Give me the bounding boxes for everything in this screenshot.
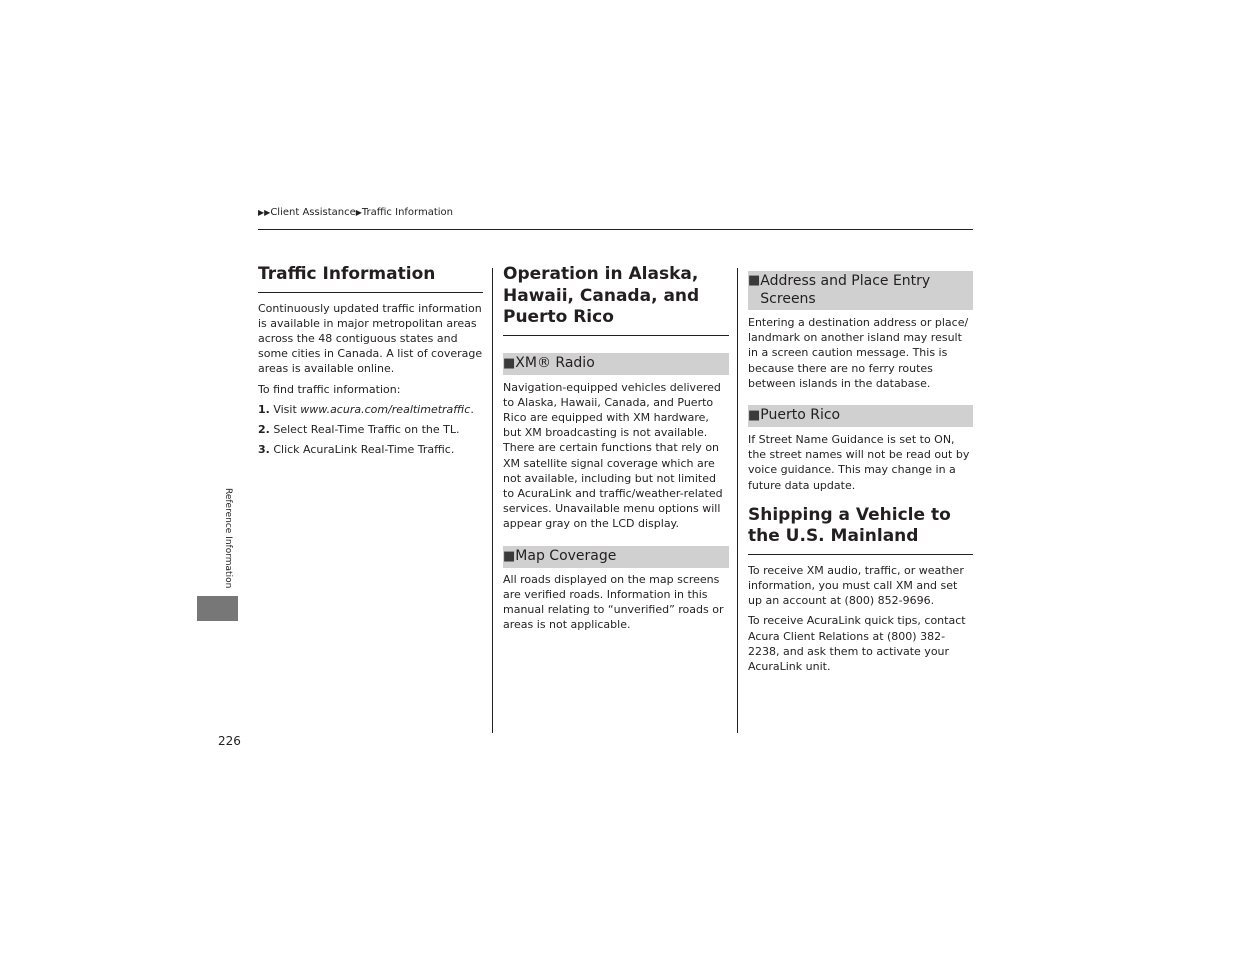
header-divider	[258, 229, 973, 230]
address-entry-text: Entering a destination address or place/ landmark on another island may result in a screen caution message. This is because there are no ferry routes between islands in the database.	[748, 316, 969, 390]
section-title-traffic-information: Traffic Information	[258, 264, 483, 293]
square-bullet-icon: ■	[748, 273, 761, 288]
traffic-intro-text: Continuously updated traffic information is available in major metropolitan areas across the 48 contiguous states and some cities in Canada. A list of coverage areas is available online.	[258, 301, 483, 376]
traffic-step-1	[258, 402, 483, 417]
step-number: 1.	[258, 402, 270, 416]
section-title-shipping: Shipping a Vehicle to the U.S. Mainland	[748, 505, 973, 555]
subheading-label: Map Coverage	[515, 547, 617, 564]
subheading-map-coverage	[503, 546, 729, 568]
step-text: Select Real-Time Traffic on the TL.	[273, 422, 460, 436]
step-punct: .	[470, 402, 474, 416]
square-bullet-icon: ■	[503, 548, 516, 564]
step-text: Click AcuraLink Real-Time Traffic.	[273, 443, 455, 457]
traffic-find-text: To find traffic information:	[258, 382, 401, 396]
breadcrumb	[258, 206, 453, 220]
side-tab-label: Reference Information	[223, 488, 233, 589]
column-address-shipping	[748, 271, 973, 674]
subheading-address-place-entry	[748, 271, 973, 310]
step-number: 2.	[258, 422, 270, 436]
xm-radio-text: Navigation-equipped vehicles delivered to Alaska, Hawaii, Canada, and Puerto Rico are equipped with XM hardware, but XM broadcasting is not available. There are certain functions that rely on XM satellite signal coverage which are not available, including but not limited to AcuraLink and traffic/weather-related services. Unavailable menu options will appear gray on the LCD display.	[503, 380, 723, 531]
column-traffic-information	[258, 264, 483, 457]
column-divider	[492, 268, 493, 733]
column-divider	[737, 268, 738, 733]
breadcrumb-item-traffic-information[interactable]: Traffic Information	[361, 207, 453, 218]
square-bullet-icon: ■	[748, 408, 761, 424]
subheading-xm-radio	[503, 353, 729, 375]
subheading-puerto-rico	[748, 405, 973, 427]
column-operation-regions	[503, 264, 729, 632]
map-coverage-text: All roads displayed on the map screens are verified roads. Information in this manual relating to “unverified” roads or areas is not applicable.	[503, 572, 724, 632]
page-number: 226	[218, 734, 241, 748]
subheading-label: Address and Place Entry Screens	[760, 273, 931, 307]
shipping-text-acuralink: To receive AcuraLink quick tips, contact Acura Client Relations at (800) 382-2238, and ask them to activate your AcuraLink unit.	[748, 614, 966, 674]
triangle-right-icon: ▶	[355, 208, 362, 217]
step-number: 3.	[258, 443, 270, 457]
traffic-website-link[interactable]: www.acura.com/realtimetraffic	[300, 402, 471, 416]
square-bullet-icon: ■	[503, 355, 516, 371]
triangle-right-icon: ▶▶	[258, 208, 271, 217]
traffic-step-2	[258, 422, 483, 437]
breadcrumb-item-client-assistance[interactable]: Client Assistance	[270, 207, 356, 218]
section-title-operation-regions: Operation in Alaska, Hawaii, Canada, and Puerto Rico	[503, 264, 729, 336]
subheading-label: XM® Radio	[515, 354, 595, 371]
step-text: Visit	[273, 402, 301, 416]
traffic-step-3	[258, 442, 483, 457]
side-tab-marker	[197, 596, 238, 621]
shipping-text-xm: To receive XM audio, traffic, or weather information, you must call XM and set up an account at (800) 852-9696.	[748, 563, 964, 608]
puerto-rico-text: If Street Name Guidance is set to ON, the street names will not be read out by voice guidance. This may change in a future data update.	[748, 433, 970, 492]
subheading-label: Puerto Rico	[760, 407, 841, 424]
